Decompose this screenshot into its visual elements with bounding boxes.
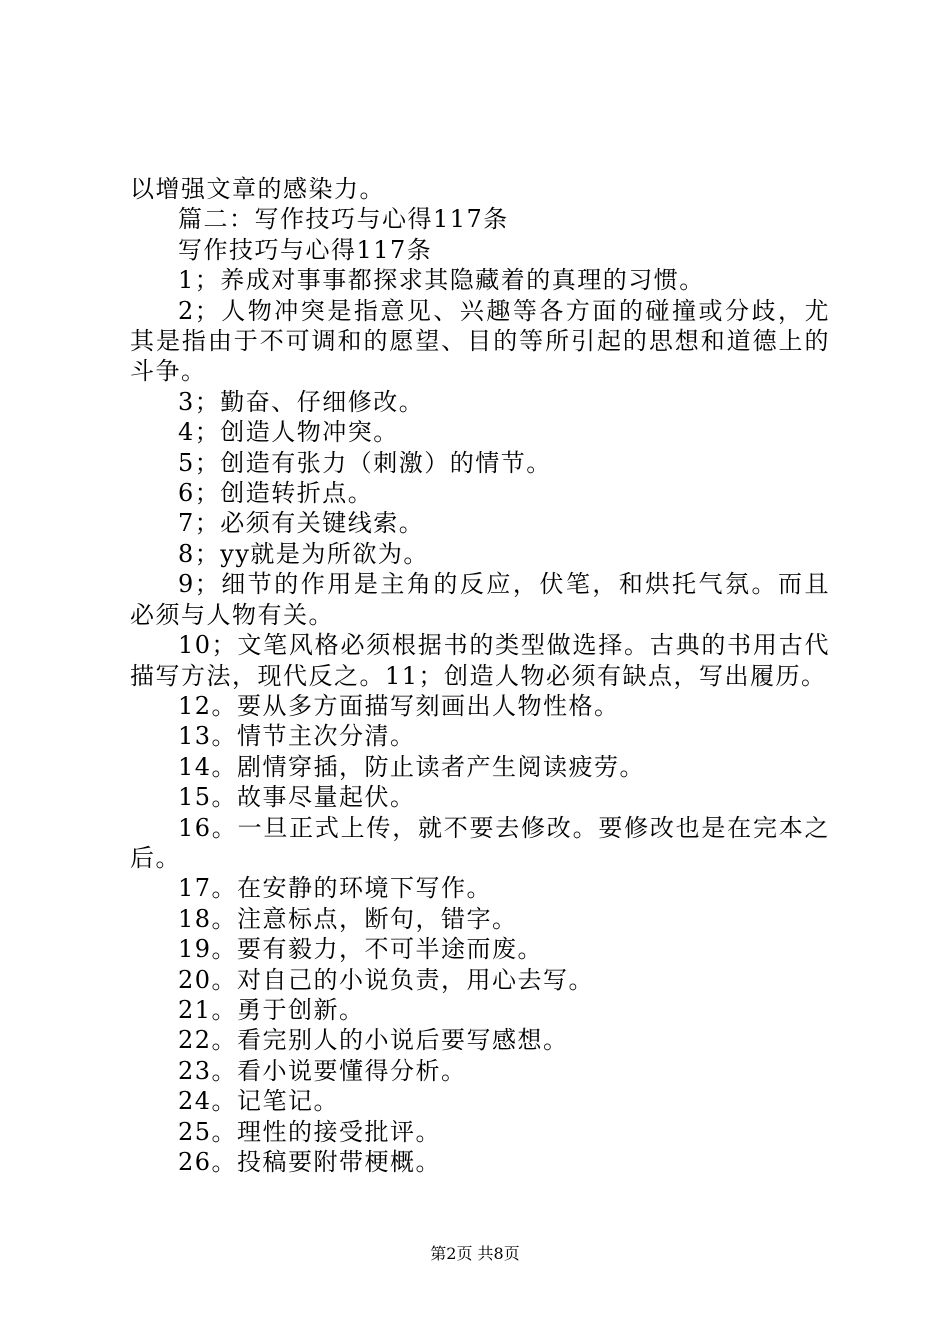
article-title: 写作技巧与心得117条 (178, 235, 433, 264)
list-item: 21。勇于创新。 (178, 995, 365, 1024)
list-item: 17。在安静的环境下写作。 (178, 874, 493, 903)
list-item: 7；必须有关键线索。 (178, 509, 425, 538)
list-item: 19。要有毅力，不可半途而废。 (178, 935, 544, 964)
list-item: 6；创造转折点。 (178, 479, 374, 508)
section-heading-part-two: 篇二：写作技巧与心得117条 (178, 205, 509, 234)
list-item: 26。投稿要附带梗概。 (178, 1148, 442, 1176)
list-item: 24。记笔记。 (178, 1087, 340, 1116)
list-item: 2；人物冲突是指意见、兴趣等各方面的碰撞或分歧，尤其是指由于不可调和的愿望、目的等所引起的思想和道德上的斗争。 (130, 296, 830, 386)
list-item: 18。注意标点，断句，错字。 (178, 904, 518, 933)
list-item: 20。对自己的小说负责，用心去写。 (178, 965, 595, 994)
document-body (130, 174, 830, 1177)
list-item: 12。要从多方面描写刻画出人物性格。 (178, 691, 620, 720)
list-item: 13。情节主次分清。 (178, 722, 416, 751)
list-item: 25。理性的接受批评。 (178, 1117, 442, 1146)
list-item: 8；yy就是为所欲为。 (178, 539, 429, 568)
list-item: 9；细节的作用是主角的反应，伏笔，和烘托气氛。而且必须与人物有关。 (130, 570, 830, 629)
list-item: 14。剧情穿插，防止读者产生阅读疲劳。 (178, 752, 646, 781)
list-item: 15。故事尽量起伏。 (178, 783, 416, 812)
list-item: 5；创造有张力（刺激）的情节。 (178, 448, 552, 477)
list-item: 22。看完别人的小说后要写感想。 (178, 1026, 569, 1055)
list-item: 1；养成对事事都探求其隐藏着的真理的习惯。 (178, 266, 705, 295)
list-item: 10；文笔风格必须根据书的类型做选择。古典的书用古代描写方法，现代反之。11；创造人物必须有缺点，写出履历。 (130, 631, 830, 690)
page-number-footer: 第2页 共8页 (430, 1244, 520, 1263)
paragraph-continuation: 以增强文章的感染力。 (130, 175, 385, 203)
list-item: 3；勤奋、仔细修改。 (178, 387, 425, 416)
list-item: 4；创造人物冲突。 (178, 418, 399, 447)
list-item: 16。一旦正式上传，就不要去修改。要修改也是在完本之后。 (130, 813, 830, 872)
list-item: 23。看小说要懂得分析。 (178, 1056, 467, 1085)
